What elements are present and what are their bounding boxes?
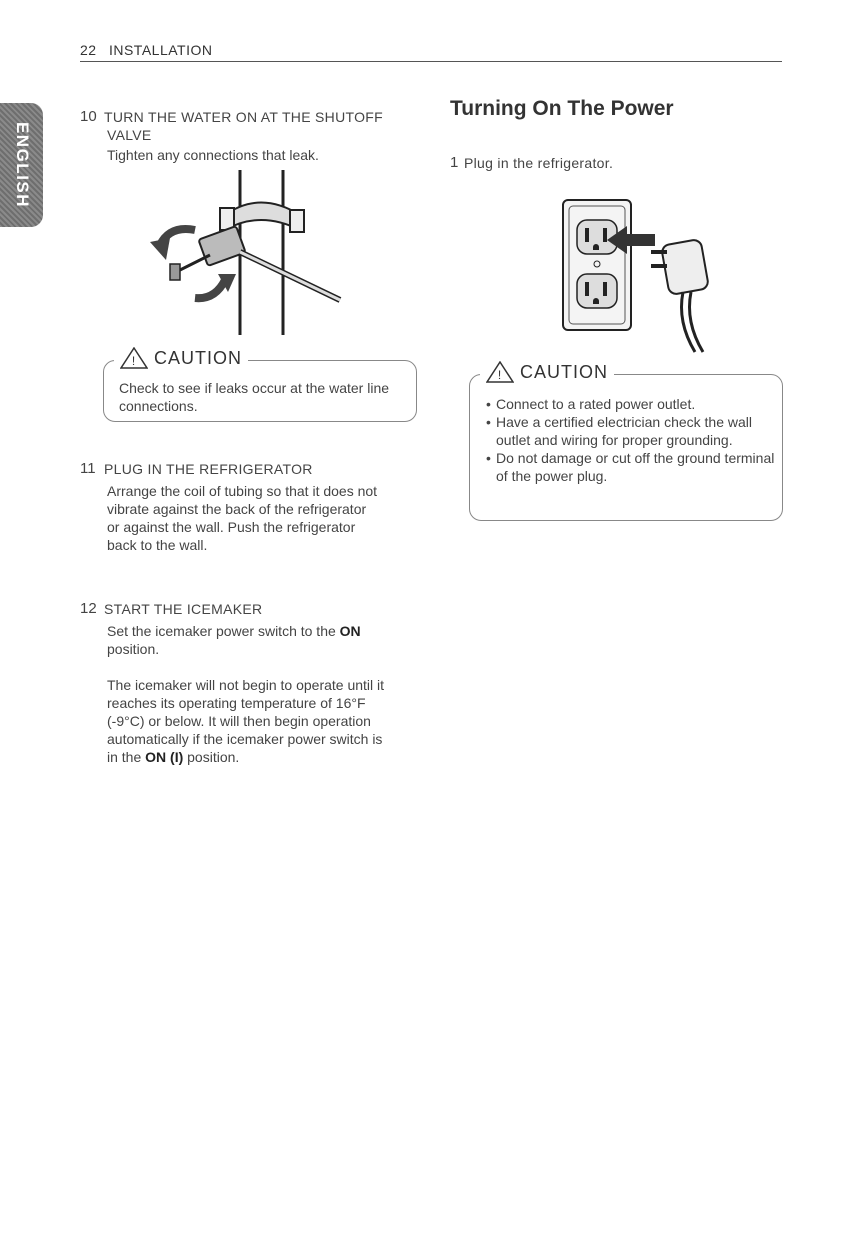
step-11 [80, 460, 420, 570]
step-text: Arrange the coil of tubing so that it does not vibrate against the back of the refrigerator or against the wall. Push the refrigerator back to the wall. [107, 483, 378, 553]
step-number: 11 [80, 460, 96, 477]
language-tab-label: ENGLISH [12, 121, 32, 209]
caution-heading-text: CAUTION [520, 361, 608, 382]
page-header [80, 42, 782, 62]
step-text: Tighten any connections that leak. [107, 147, 319, 163]
warning-triangle-icon [120, 347, 148, 369]
caution-text: Check to see if leaks occur at the water line connections. [119, 380, 390, 414]
step-number: 12 [80, 600, 97, 617]
caution-list [486, 395, 776, 485]
step-10 [80, 108, 420, 178]
step-title-line: TURN THE WATER ON AT THE SHUTOFF [104, 109, 383, 125]
caution-text [486, 395, 776, 485]
power-outlet-illustration [555, 192, 735, 357]
step-number: 10 [80, 108, 97, 125]
caution-item: • Have a certified electrician check the wall outlet and wiring for proper grounding. [486, 413, 776, 449]
caution-heading [114, 347, 248, 369]
shutoff-valve-illustration [140, 170, 350, 340]
step-title: PLUG IN THE REFRIGERATOR [104, 461, 313, 477]
svg-text:!: ! [497, 368, 503, 382]
svg-text:!: ! [131, 354, 137, 368]
step-title [104, 108, 424, 144]
step-number: 1 [450, 154, 459, 171]
page-number: 22 [80, 42, 97, 58]
section-title: INSTALLATION [108, 42, 213, 58]
step-title: START THE ICEMAKER [104, 601, 263, 617]
bold-text: ON [339, 623, 361, 639]
bold-text: ON (I) [145, 749, 184, 765]
caution-box [469, 361, 783, 521]
step-text: Plug in the refrigerator. [464, 155, 614, 171]
text-run: The icemaker will not begin to operate until it reaches its operating temperature of 16°F (-9°C) or below. It will then begin operation automatically if the icemaker power switch is in the [107, 677, 385, 765]
text-run: Set the icemaker power switch to the [107, 623, 340, 639]
warning-triangle-icon [486, 361, 514, 383]
text-run: position. [183, 749, 240, 765]
caution-heading [480, 361, 614, 383]
caution-heading-text: CAUTION [154, 347, 242, 368]
section-heading: Turning On The Power [450, 97, 674, 120]
caution-item: • Do not damage or cut off the ground terminal of the power plug. [486, 449, 776, 485]
caution-item: • Connect to a rated power outlet. [486, 395, 776, 413]
text-run: position. [107, 641, 160, 657]
power-step-1 [450, 154, 770, 176]
language-tab [0, 103, 43, 227]
caution-box [103, 347, 417, 422]
step-12 [80, 600, 420, 780]
step-title-line: VALVE [107, 127, 152, 143]
step-text [107, 622, 412, 658]
step-text [107, 676, 387, 766]
